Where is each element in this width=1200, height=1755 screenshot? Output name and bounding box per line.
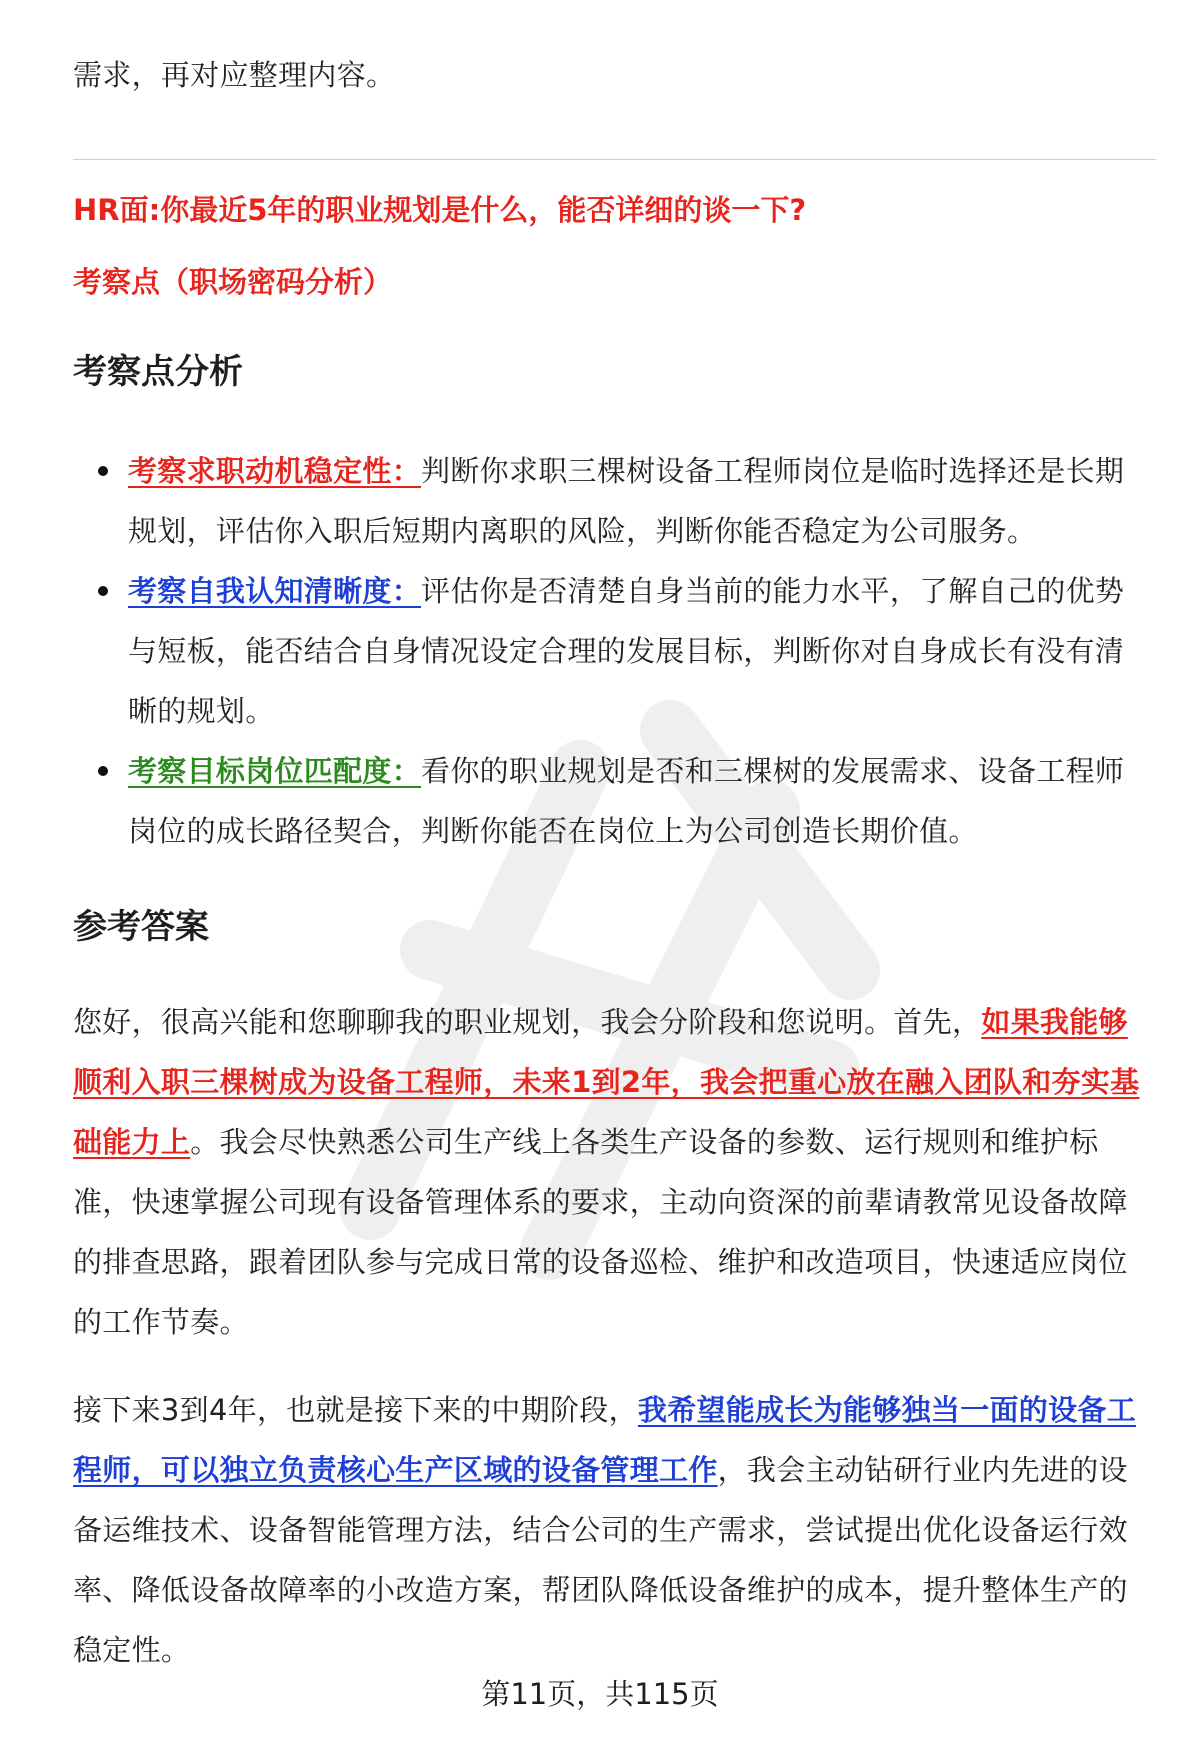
bullet-dot bbox=[98, 586, 108, 596]
analysis-list bbox=[128, 441, 1153, 861]
list-item bbox=[128, 441, 1153, 561]
list-item bbox=[128, 741, 1153, 861]
answer-p2-before: 接下来3到4年，也就是接下来的中期阶段， bbox=[73, 1393, 638, 1427]
question-title: HR面:你最近5年的职业规划是什么，能否详细的谈一下? bbox=[73, 193, 807, 227]
answer-paragraph-1 bbox=[73, 992, 1153, 1352]
answer-paragraph-2 bbox=[73, 1380, 1153, 1680]
analysis-heading: 考察点分析 bbox=[73, 352, 243, 392]
analysis-item-label: 考察求职动机稳定性： bbox=[128, 454, 422, 488]
analysis-item-label: 考察自我认知清晰度： bbox=[128, 574, 422, 608]
answer-p2-after: ，我会主动钻研行业内先进的设备运维技术、设备智能管理方法，结合公司的生产需求，尝试提出优化设备运行效率、降低设备故障率的小改造方案，帮团队降低设备维护的成本，提升整体生产的稳定性。 bbox=[73, 1453, 1128, 1667]
answer-heading: 参考答案 bbox=[73, 907, 209, 947]
answer-p1-before: 您好，很高兴能和您聊聊我的职业规划，我会分阶段和您说明。首先， bbox=[73, 1005, 982, 1039]
question-subtitle: 考察点（职场密码分析） bbox=[73, 265, 393, 299]
page-number: 第11页，共115页 bbox=[481, 1677, 719, 1711]
answer-p2-highlight: 我希望能成长为能够独当一面的设备工程师，可以独立负责核心生产区域的设备管理工作 bbox=[73, 1393, 1137, 1487]
continuation-text: 需求，再对应整理内容。 bbox=[73, 58, 396, 92]
bullet-dot bbox=[98, 766, 108, 776]
answer-p1-after: 。我会尽快熟悉公司生产线上各类生产设备的参数、运行规则和维护标准，快速掌握公司现有设备管理体系的要求，主动向资深的前辈请教常见设备故障的排查思路，跟着团队参与完成日常的设备巡检、维护和改造项目，快速适应岗位的工作节奏。 bbox=[73, 1125, 1128, 1339]
list-item bbox=[128, 561, 1153, 741]
analysis-item-text: 判断你求职三棵树设备工程师岗位是临时选择还是长期规划，评估你入职后短期内离职的风险，判断你能否稳定为公司服务。 bbox=[128, 454, 1125, 548]
analysis-item-label: 考察目标岗位匹配度： bbox=[128, 754, 422, 788]
analysis-item-text: 看你的职业规划是否和三棵树的发展需求、设备工程师岗位的成长路径契合，判断你能否在岗位上为公司创造长期价值。 bbox=[128, 754, 1125, 848]
analysis-item-text: 评估你是否清楚自身当前的能力水平，了解自己的优势与短板，能否结合自身情况设定合理的发展目标，判断你对自身成长有没有清晰的规划。 bbox=[128, 574, 1125, 728]
answer-p1-highlight: 如果我能够顺利入职三棵树成为设备工程师，未来1到2年，我会把重心放在融入团队和夯实基础能力上 bbox=[73, 1005, 1140, 1159]
section-divider bbox=[73, 159, 1156, 160]
bullet-dot bbox=[98, 466, 108, 476]
